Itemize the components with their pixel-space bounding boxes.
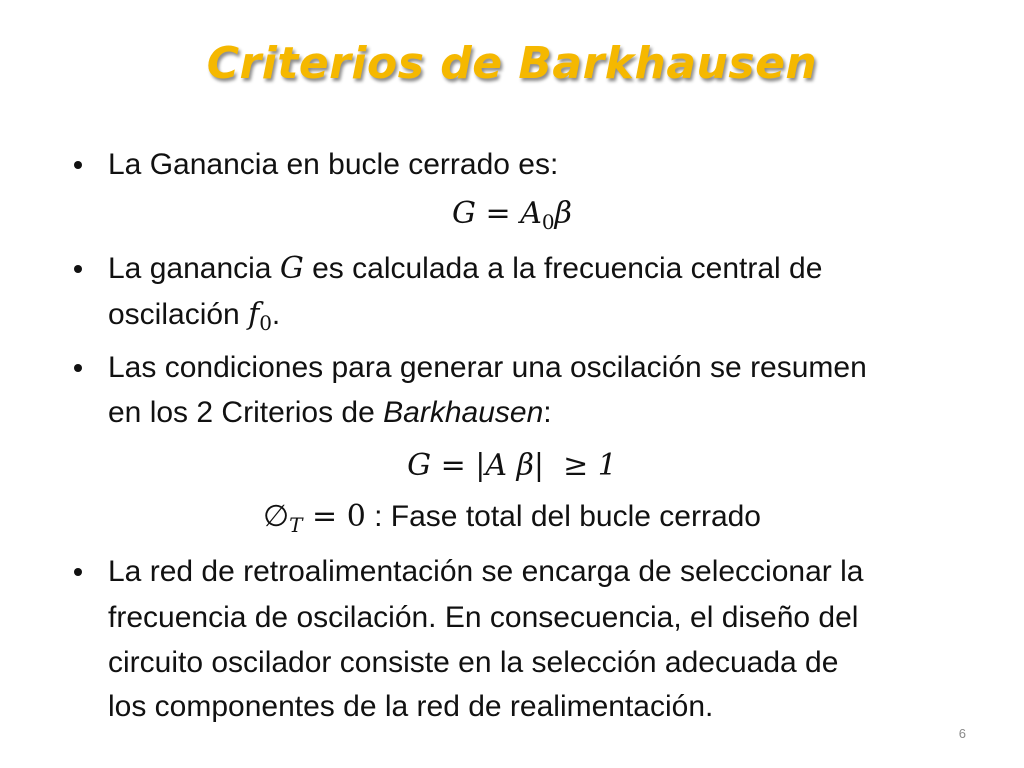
- eq3-math: = 0: [302, 499, 366, 534]
- bullet-2-text: es calculada a la frecuencia central de: [303, 252, 823, 285]
- bullet-marker: [74, 364, 82, 372]
- bullet-2-var-g: G: [279, 251, 304, 286]
- bullet-4-line-1: La red de retroalimentación se encarga de seleccionar la: [108, 555, 864, 588]
- bullet-2-text: La ganancia: [108, 252, 280, 285]
- equation-gain: [0, 196, 1024, 234]
- eq3-phi-symbol: ∅: [263, 499, 290, 534]
- bullet-2-var-f-sub: 0: [259, 311, 272, 335]
- slide-title: Criterios de Barkhausen: [206, 38, 818, 89]
- bullet-3-line-2: [108, 396, 552, 430]
- bullet-2-line-2: [108, 297, 281, 335]
- eq3-phi-sub: T: [289, 513, 303, 537]
- bullet-2-text: oscilación: [108, 298, 249, 331]
- bullet-3-italic: Barkhausen: [383, 396, 544, 429]
- eq1-lhs: G: [452, 196, 476, 231]
- page-number: 6: [958, 726, 966, 741]
- bullet-3-text: :: [543, 396, 552, 429]
- eq1-beta: β: [554, 196, 572, 231]
- bullet-3-text: en los 2 Criterios de: [108, 396, 384, 429]
- eq3-description: : Fase total del bucle cerrado: [365, 500, 761, 533]
- bullet-marker: [74, 568, 82, 576]
- bullet-2-text: .: [271, 298, 281, 331]
- eq1-a: A: [520, 196, 542, 231]
- equation-criterion-phase: [0, 499, 1024, 537]
- bullet-2-var-f: f: [248, 297, 260, 332]
- bullet-4-line-2: frecuencia de oscilación. En consecuencia, el diseño del: [108, 601, 859, 634]
- bullet-2-line-1: [108, 252, 822, 286]
- equation-criterion-magnitude: G = |A β| ≥ 1: [407, 448, 617, 483]
- bullet-4-line-3: circuito oscilador consiste en la selección adecuada de: [108, 646, 839, 679]
- bullet-4-line-4: los componentes de la red de realimentación.: [108, 690, 714, 723]
- eq1-op: =: [476, 196, 521, 231]
- bullet-3-line-1: Las condiciones para generar una oscilación se resumen: [108, 351, 867, 384]
- bullet-marker: [74, 265, 82, 273]
- bullet-1-text: La Ganancia en bucle cerrado es:: [108, 148, 559, 181]
- bullet-marker: [74, 161, 82, 169]
- eq1-a-sub: 0: [541, 210, 555, 234]
